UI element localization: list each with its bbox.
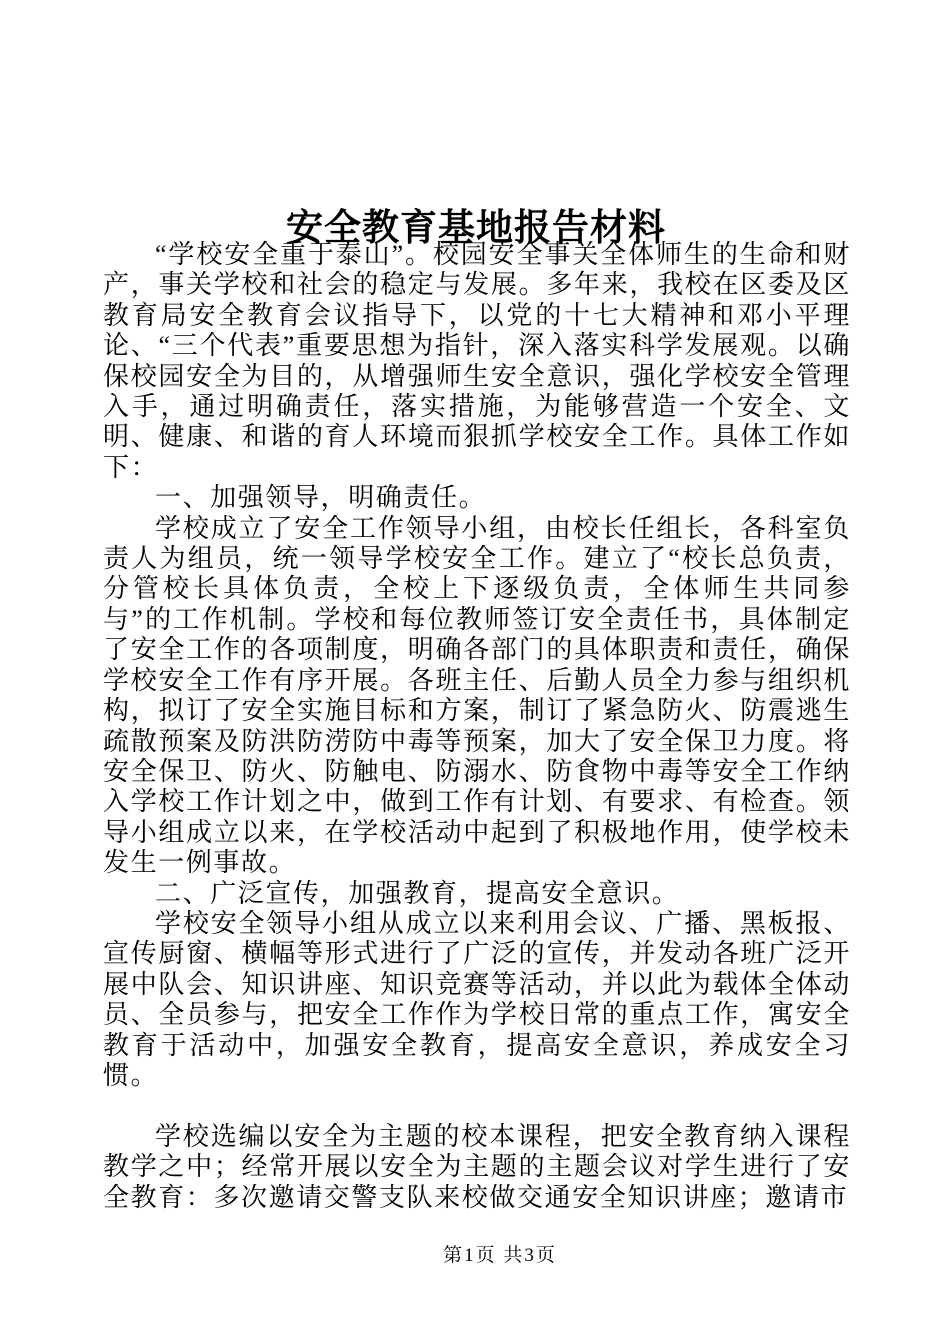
body-paragraph: 学校成立了安全工作领导小组，由校长任组长，各科室负责人为组员，统一领导学校安全工作。建立了“校长总负责，分管校长具体负责，全校上下逐级负责，全体师生共同参与”的工作机制。学校和每位教师签订安全责任书，具体制定了安全工作的各项制度，明确各部门的具体职责和责任，确保学校安全工作有序开展。各班主任、后勤人员全力参与组织机构，拟订了安全实施目标和方案，制订了紧急防火、防震逃生疏散预案及防洪防涝防中毒等预案，加大了安全保卫力度。将安全保卫、防火、防触电、防溺水、防食物中毒等安全工作纳入学校工作计划之中，做到工作有计划、有要求、有检查。领导小组成立以来，在学校活动中起到了积极地作用，使学校未发生一例事故。: [103, 513, 851, 878]
body-paragraph: 学校选编以安全为主题的校本课程，把安全教育纳入课程教学之中；经常开展以安全为主题的主题会议对学生进行了安全教育：多次邀请交警支队来校做交通安全知识讲座；邀请市: [103, 1121, 851, 1212]
blank-line: [103, 1091, 851, 1121]
section-heading-2: 二、广泛宣传，加强教育，提高安全意识。: [155, 878, 680, 908]
body-paragraph: 学校安全领导小组从成立以来利用会议、广播、黑板报、宣传厨窗、横幅等形式进行了广泛的宣传，并发动各班广泛开展中队会、知识讲座、知识竞赛等活动，并以此为载体全体动员、全员参与，把安全工作作为学校日常的重点工作，寓安全教育于活动中，加强安全教育，提高安全意识，养成安全习惯。: [103, 908, 851, 1090]
section-heading-1: 一、加强领导，明确责任。: [155, 483, 487, 513]
document-body: [103, 240, 851, 1213]
page-number-text: 第1页 共3页: [443, 1245, 557, 1266]
page-title: 安全教育基地报告材料: [286, 207, 666, 249]
body-paragraph: “学校安全重于泰山”。校园安全事关全体师生的生命和财产，事关学校和社会的稳定与发展。多年来，我校在区委及区教育局安全教育会议指导下，以党的十七大精神和邓小平理论、“三个代表”重要思想为指针，深入落实科学发展观。以确保校园安全为目的，从增强师生安全意识，强化学校安全管理入手，通过明确责任，落实措施，为能够营造一个安全、文明、健康、和谐的育人环境而狠抓学校安全工作。具体工作如下：: [103, 240, 851, 482]
page-footer: [103, 1240, 851, 1267]
